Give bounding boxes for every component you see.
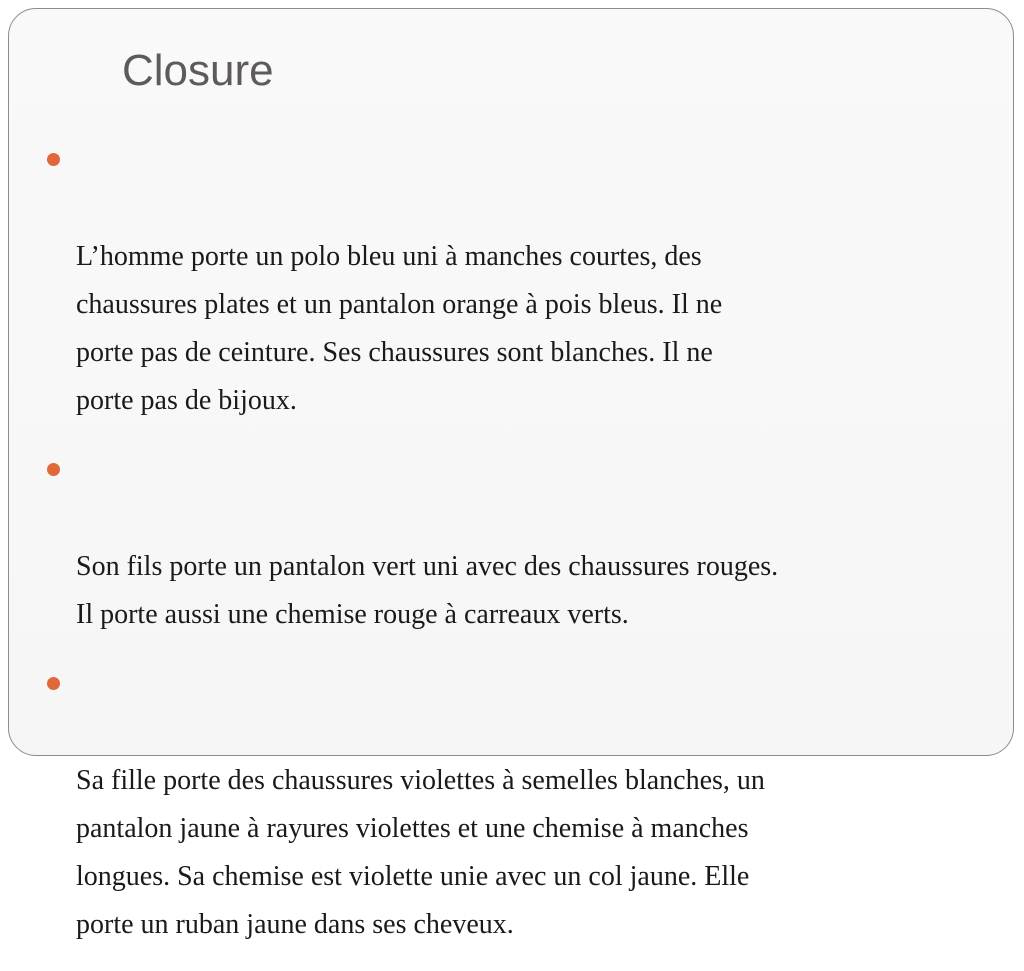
bullet-list (47, 137, 987, 971)
bullet-dot-icon (47, 463, 60, 476)
bullet-text: L’homme porte un polo bleu uni à manches courtes, des chaussures plates et un pantalon orange à pois bleus. Il ne porte pas de ceinture. Ses chaussures sont blanches. Il ne porte pas de bijoux. (76, 241, 723, 416)
slide-title: Closure (122, 46, 274, 95)
bullet-item (47, 137, 987, 425)
bullet-dot-icon (47, 677, 60, 690)
bullet-item (47, 447, 987, 639)
bullet-text: Son fils porte un pantalon vert uni avec des chaussures rouges. Il porte aussi une chemise rouge à carreaux verts. (76, 551, 779, 630)
slide-frame (8, 8, 1014, 940)
bullet-item (47, 661, 987, 949)
bullet-dot-icon (47, 153, 60, 166)
bullet-text: Sa fille porte des chaussures violettes à semelles blanches, un pantalon jaune à rayures violettes et une chemise à manches longues. Sa chemise est violette unie avec un col jaune. Elle porte un ruban jaune dans ses cheveux. (76, 765, 765, 940)
